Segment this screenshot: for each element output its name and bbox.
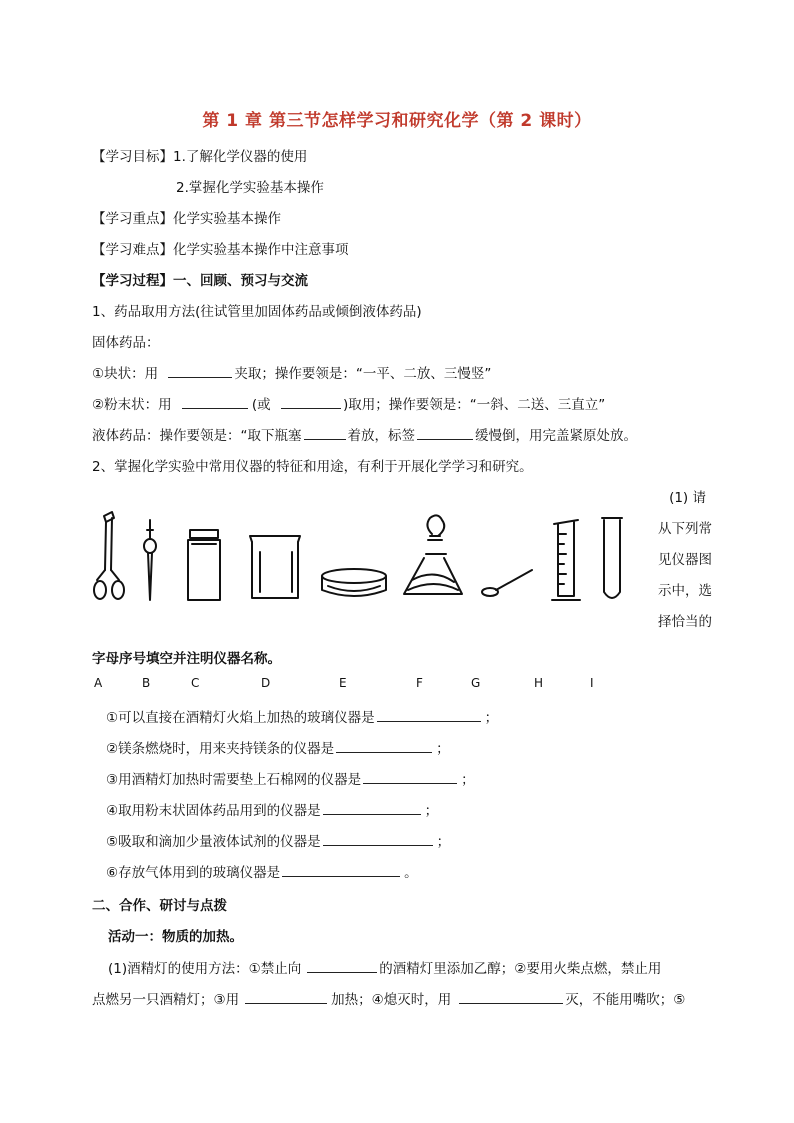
alcohol-lamp-icon (404, 515, 462, 594)
side-text-2: 从下列常 (658, 521, 712, 537)
lamp-text-2: 的酒精灯里添加乙醇；②要用火柴点燃，禁止用 (379, 961, 662, 977)
evaporating-dish-icon (322, 569, 386, 596)
letter-label: G (471, 676, 481, 690)
goals-row (92, 145, 307, 165)
goals-label: 【学习目标】 (92, 149, 173, 165)
question-item (106, 830, 450, 850)
question-end: 。 (404, 865, 418, 881)
answer-blank[interactable] (377, 709, 481, 722)
goal-1: 1.了解化学仪器的使用 (173, 149, 308, 165)
lamp-text: (1)酒精灯的使用方法：①禁止向 (108, 961, 302, 977)
answer-blank[interactable] (363, 771, 457, 784)
question-item (106, 768, 475, 788)
lump-text: ①块状：用 (92, 366, 159, 382)
answer-blank[interactable] (307, 960, 377, 973)
instrument-illustrations (92, 508, 652, 604)
answer-blank[interactable] (245, 991, 327, 1004)
key-row (92, 207, 281, 227)
question-text: ⑤吸取和滴加少量液体试剂的仪器是 (106, 834, 321, 850)
letter-label: C (191, 676, 200, 690)
letter-label: D (261, 676, 271, 690)
answer-blank[interactable] (459, 991, 563, 1004)
powder-text: ②粉末状：用 (92, 397, 172, 413)
lamp-text-3: 点燃另一只酒精灯；③用 (92, 992, 240, 1008)
lump-row (92, 362, 491, 382)
letter-labels (0, 676, 794, 692)
letter-label: H (534, 676, 544, 690)
powder-text-3: )取用；操作要领是：“一斜、二送、三直立” (342, 397, 606, 413)
letter-label: E (339, 676, 347, 690)
question-text: ⑥存放气体用到的玻璃仪器是 (106, 865, 281, 881)
activity-1-heading: 活动一：物质的加热。 (108, 929, 243, 945)
lamp-text-4: 加热；④熄灭时，用 (331, 992, 452, 1008)
question-end: ； (436, 741, 450, 757)
side-text-1: (1) 请 (669, 490, 706, 506)
liquid-row (92, 424, 637, 444)
letter-label: F (416, 676, 423, 690)
answer-blank[interactable] (304, 427, 346, 440)
question-end: ； (424, 803, 439, 819)
gas-jar-icon (188, 530, 220, 600)
question-item (106, 799, 438, 819)
beaker-icon (250, 536, 300, 598)
powder-text-2: (或 (251, 397, 271, 413)
goal-2: 2.掌握化学实验基本操作 (176, 180, 324, 196)
letter-label: I (590, 676, 594, 690)
side-text-5: 择恰当的 (658, 614, 712, 630)
question-end: ； (484, 710, 499, 726)
question-text: ③用酒精灯加热时需要垫上石棉网的仪器是 (106, 772, 362, 788)
answer-blank[interactable] (417, 427, 473, 440)
solid-label: 固体药品： (92, 335, 160, 351)
question-1: 1、药品取用方法(往试管里加固体药品或倾倒液体药品) (92, 304, 422, 320)
liquid-text-2: 着放，标签 (347, 428, 415, 444)
answer-blank[interactable] (282, 864, 400, 877)
question-text: ②镁条燃烧时，用来夹持镁条的仪器是 (106, 741, 335, 757)
crucible-tongs-icon (94, 512, 124, 599)
process-text: 一、回顾、预习与交流 (173, 273, 308, 289)
question-2: 2、掌握化学实验中常用仪器的特征和用途，有利于开展化学学习和研究。 (92, 459, 533, 475)
question-end: ； (436, 834, 451, 850)
liquid-text-3: 缓慢倒，用完盖紧原处放。 (475, 428, 637, 444)
lamp-row-2 (92, 988, 685, 1008)
answer-blank[interactable] (182, 396, 248, 409)
difficulty-label: 【学习难点】 (92, 242, 173, 258)
letter-label: B (142, 676, 151, 690)
answer-blank[interactable] (281, 396, 341, 409)
medicine-spoon-icon (482, 570, 532, 596)
fill-instruction: 字母序号填空并注明仪器名称。 (92, 651, 281, 667)
key-label: 【学习重点】 (92, 211, 173, 227)
difficulty-text: 化学实验基本操作中注意事项 (173, 242, 349, 258)
test-tube-icon (602, 518, 622, 598)
lamp-row-1 (108, 957, 661, 977)
letter-label: A (94, 676, 103, 690)
powder-row (92, 393, 605, 413)
question-item (106, 861, 418, 881)
answer-blank[interactable] (323, 833, 433, 846)
side-text-3: 见仪器图 (658, 552, 712, 568)
question-end: ； (461, 772, 475, 788)
measuring-cylinder-icon (552, 520, 580, 600)
key-text: 化学实验基本操作 (173, 211, 281, 227)
side-text-4: 示中，选 (658, 583, 712, 599)
liquid-text: 液体药品：操作要领是：“取下瓶塞 (92, 428, 302, 444)
answer-blank[interactable] (323, 802, 421, 815)
dropper-icon (144, 520, 156, 600)
question-item (106, 706, 498, 726)
process-label: 【学习过程】 (92, 273, 173, 289)
answer-blank[interactable] (168, 365, 232, 378)
lump-text-2: 夹取；操作要领是：“一平、二放、三慢竖” (234, 366, 492, 382)
answer-blank[interactable] (336, 740, 432, 753)
section-2-heading: 二、合作、研讨与点拨 (92, 898, 227, 914)
question-text: ④取用粉末状固体药品用到的仪器是 (106, 803, 321, 819)
process-row (92, 269, 308, 289)
question-text: ①可以直接在酒精灯火焰上加热的玻璃仪器是 (106, 710, 375, 726)
page-title: 第 1 章 第三节怎样学习和研究化学（第 2 课时） (202, 111, 592, 131)
question-item (106, 737, 450, 757)
lamp-text-5: 灭，不能用嘴吹；⑤ (565, 992, 686, 1008)
difficulty-row (92, 238, 349, 258)
